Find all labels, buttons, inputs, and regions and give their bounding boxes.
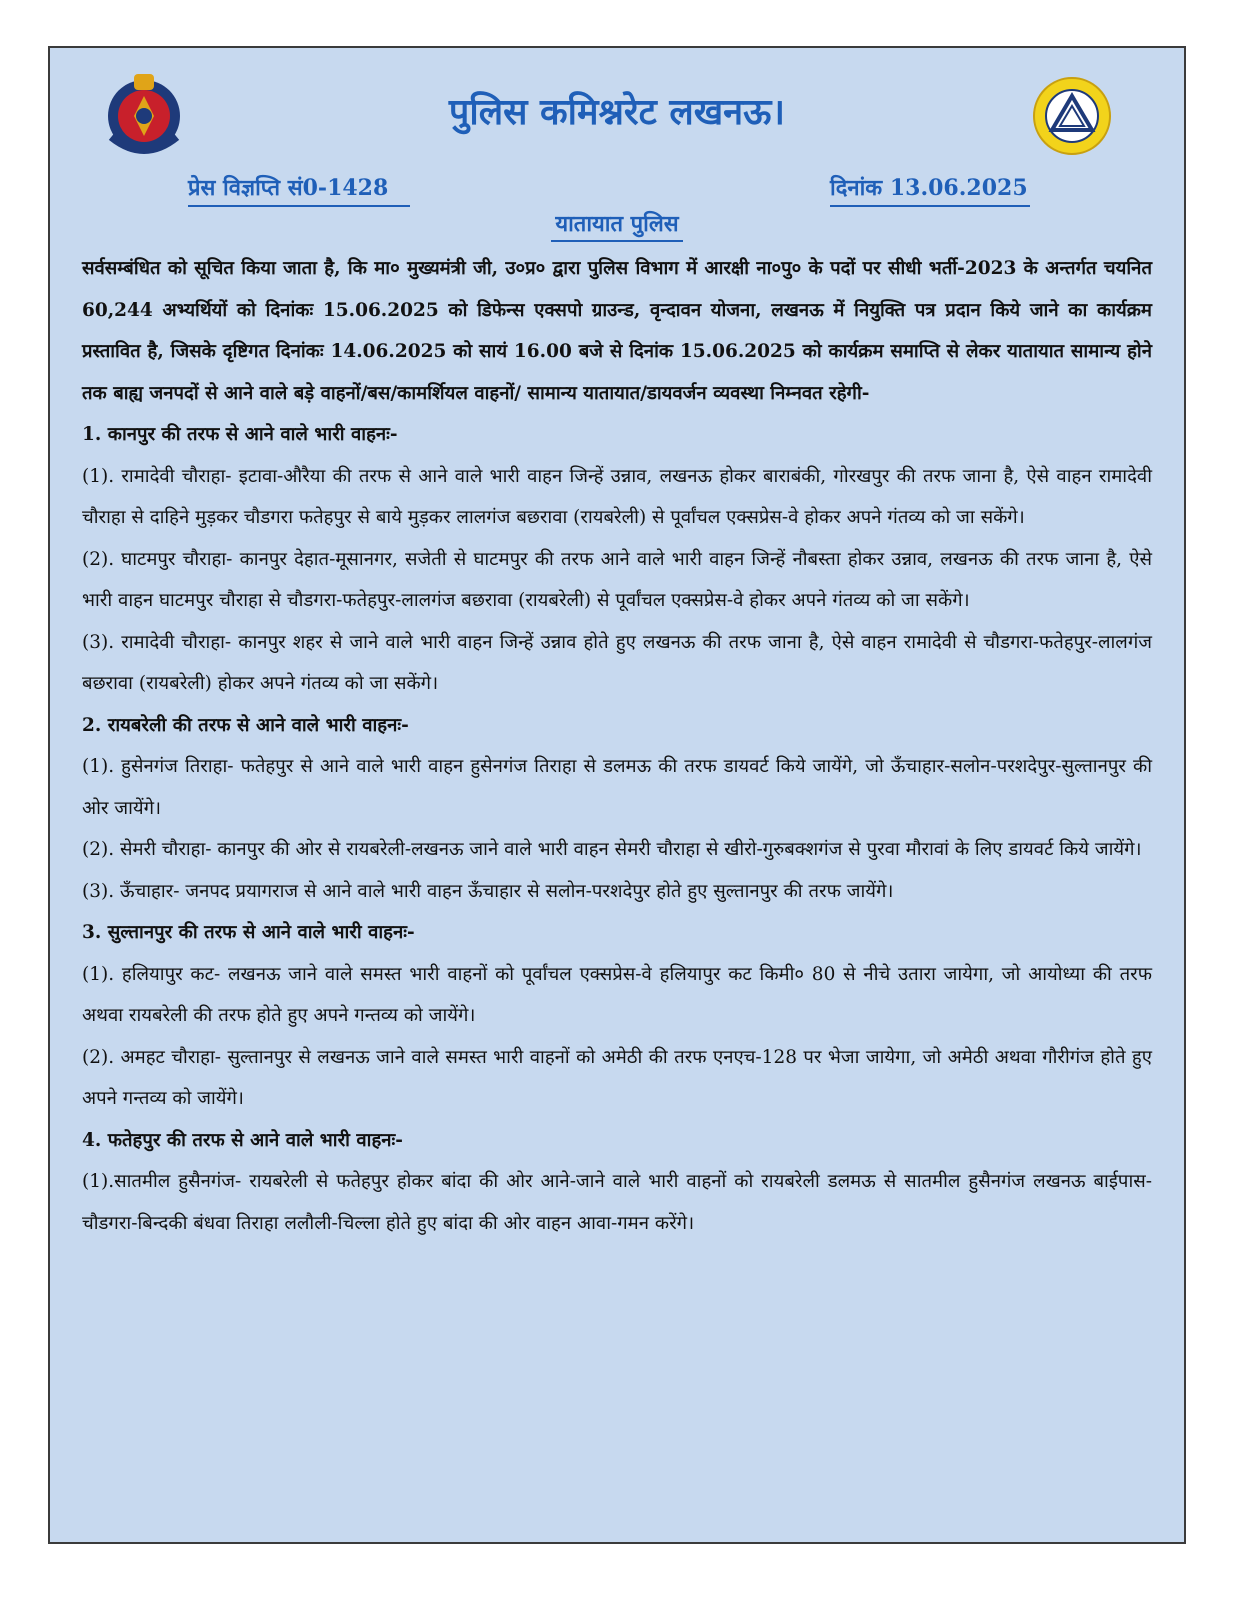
section-heading: 1. कानपुर की तरफ से आने वाले भारी वाहनः- (82, 424, 398, 445)
section-heading: 2. रायबरेली की तरफ से आने वाले भारी वाहनः- (82, 714, 409, 736)
list-item: (1). रामादेवी चौराहा- इटावा-औरैया की तरफ से आने वाले भारी वाहन जिन्हें उन्नाव, लखनऊ होकर बाराबंकी, गोरखपुर की तरफ जाना है, ऐसे वाहन रामादेवी चौराहा से दाहिने मुड़कर चौडगरा फतेहपुर से बाये मुड़कर लालगंज बछरावा (रायबरेली) से पूर्वांचल एक्सप्रेस-वे होकर अपने गंतव्य को जा सकेंगे। (82, 465, 1152, 528)
intro-paragraph: सर्वसम्बंधित को सूचित किया जाता है, कि मा० मुख्यमंत्री जी, उ०प्र० द्वारा पुलिस विभाग में आरक्षी ना०पु० के पदों पर सीधी भर्ती-2023 के अन्तर्गत चयनित 60,244 अभ्यर्थियों को दिनांकः 15.06.2025 को डिफेन्स एक्सपो ग्राउन्ड, वृन्दावन योजना, लखनऊ में नियुक्ति पत्र प्रदान किये जाने का कार्यक्रम प्रस्तावित है, जिसके दृष्टिगत दिनांकः 14.06.2025 को सायं 16.00 बजे से दिनांक 15.06.2025 को कार्यक्रम समाप्ति से लेकर यातायात सामान्य होने तक बाह्य जनपदों से आने वाले बड़े वाहनों/बस/कामर्शियल वाहनों/ सामान्य यातायात/डायवर्जन व्यवस्था निम्नवत रहेगी- (82, 258, 1152, 404)
release-body (82, 248, 1152, 1244)
department-label: यातायात पुलिस (551, 211, 682, 242)
section-heading: 3. सुल्तानपुर की तरफ से आने वाले भारी वाहनः- (82, 922, 415, 943)
press-release-sheet (48, 46, 1186, 1544)
department-heading (50, 208, 1184, 238)
section-heading: 4. फतेहपुर की तरफ से आने वाले भारी वाहनः- (82, 1129, 403, 1151)
traffic-police-emblem-icon (1032, 76, 1112, 156)
press-release-number: प्रेस विज्ञप्ति सं0-1428 (188, 172, 410, 207)
page-title: पुलिस कमिश्नरेट लखनऊ। (448, 92, 786, 133)
list-item: (2). सेमरी चौराहा- कानपुर की ओर से रायबरेली-लखनऊ जाने वाले भारी वाहन सेमरी चौराहा से खीरो-गुरुबक्शगंज से पुरवा मौरावां के लिए डायवर्ट किये जायेंगे। (82, 839, 1142, 860)
release-date: दिनांक 13.06.2025 (830, 172, 1030, 207)
list-item: (1). हुसेनगंज तिराहा- फतेहपुर से आने वाले भारी वाहन हुसेनगंज तिराहा से डलमऊ की तरफ डायवर्ट किये जायेंगे, जो ऊँचाहार-सलोन-परशदेपुर-सुल्तानपुर की ओर जायेंगे। (82, 756, 1152, 819)
list-item: (3). रामादेवी चौराहा- कानपुर शहर से जाने वाले भारी वाहन जिन्हें उन्नाव होते हुए लखनऊ की तरफ जाना है, ऐसे वाहन रामादेवी से चौडगरा-फतेहपुर-लालगंज बछरावा (रायबरेली) होकर अपने गंतव्य को जा सकेंगे। (82, 631, 1152, 694)
list-item: (1). हलियापुर कट- लखनऊ जाने वाले समस्त भारी वाहनों को पूर्वांचल एक्सप्रेस-वे हलियापुर कट किमी० 80 से नीचे उतारा जायेगा, जो आयोध्या की तरफ अथवा रायबरेली की तरफ होते हुए अपने गन्तव्य को जायेंगे। (82, 963, 1152, 1026)
list-item: (3). ऊँचाहार- जनपद प्रयागराज से आने वाले भारी वाहन ऊँचाहार से सलोन-परशदेपुर होते हुए सुल्तानपुर की तरफ जायेंगे। (82, 880, 894, 902)
list-item: (1).सातमील हुसैनगंज- रायबरेली से फतेहपुर होकर बांदा की ओर आने-जाने वाले भारी वाहनों को रायबरेली डलमऊ से सातमील हुसैनगंज लखनऊ बाईपास-चौडगरा-बिन्दकी बंधवा तिराहा ललौली-चिल्ला होते हुए बांदा की ओर वाहन आवा-गमन करेंगे। (82, 1171, 1152, 1234)
list-item: (2). अमहट चौराहा- सुल्तानपुर से लखनऊ जाने वाले समस्त भारी वाहनों को अमेठी की तरफ एनएच-128 पर भेजा जायेगा, जो अमेठी अथवा गौरीगंज होते हुए अपने गन्तव्य को जायेंगे। (82, 1046, 1152, 1109)
list-item: (2). घाटमपुर चौराहा- कानपुर देहात-मूसानगर, सजेती से घाटमपुर की तरफ आने वाले भारी वाहन जिन्हें नौबस्ता होकर उन्नाव, लखनऊ की तरफ जाना है, ऐसे भारी वाहन घाटमपुर चौराहा से चौडगरा-फतेहपुर-लालगंज बछरावा (रायबरेली) से पूर्वांचल एक्सप्रेस-वे होकर अपने गंतव्य को जा सकेंगे। (82, 548, 1152, 611)
